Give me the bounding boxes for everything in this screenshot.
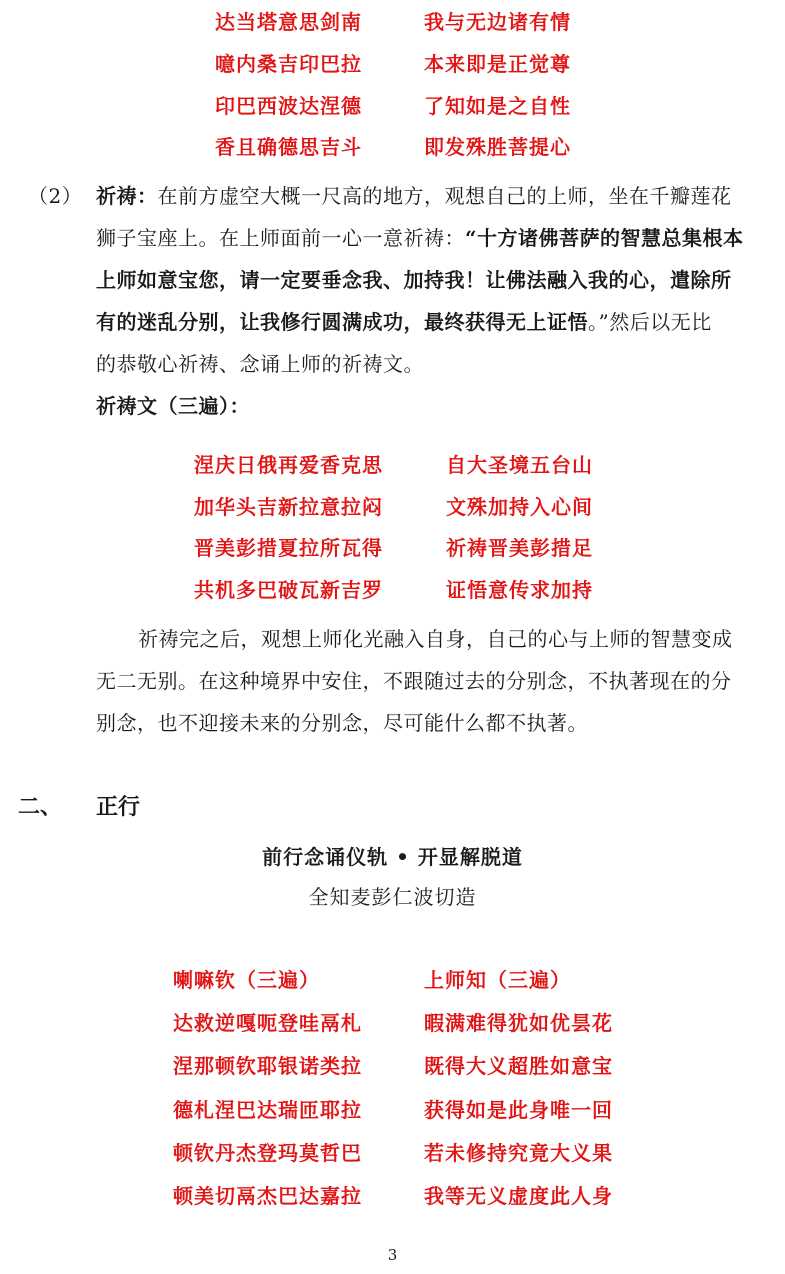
page-number: 3 [387, 1246, 398, 1264]
after-prayer-line-2: 无二无别。在这种境界中安住，不跟随过去的分别念，不执著现在的分 [96, 669, 732, 693]
prayer-line-2a: 狮子宝座上。在上师面前一心一意祈祷： [96, 226, 465, 250]
main-verse-right-6: 我等无义虚度此人身 [424, 1184, 613, 1208]
verse-left-1: 达当塔意思剑南 [215, 10, 362, 34]
prayer-verse-left-4: 共机多巴破瓦新吉罗 [194, 578, 383, 602]
ritual-title: 前行念诵仪轨 • 开显解脱道 [262, 845, 523, 869]
main-verse-left-6: 顿美切鬲杰巴达嘉拉 [173, 1184, 362, 1208]
ritual-author: 全知麦彭仁波切造 [308, 885, 477, 909]
prayer-verse-right-1: 自大圣境五台山 [446, 453, 593, 477]
verse-right-1: 我与无边诸有情 [424, 10, 571, 34]
main-verse-right-4: 获得如是此身唯一回 [424, 1098, 613, 1122]
prayer-line-5: 的恭敬心祈祷、念诵上师的祈祷文。 [96, 352, 424, 376]
prayer-verse-right-4: 证悟意传求加持 [446, 578, 593, 602]
main-verse-left-4: 德札涅巴达瑞匝耶拉 [173, 1098, 362, 1122]
verse-left-3: 印巴西波达涅德 [215, 94, 362, 118]
prayer-line-2b: “十方诸佛菩萨的智慧总集根本 [465, 226, 744, 250]
prayer-verse-left-3: 晋美彭措夏拉所瓦得 [194, 536, 383, 560]
prayer-line-1: 在前方虚空大概一尺高的地方，观想自己的上师，坐在千瓣莲花 [157, 184, 732, 208]
verse-right-4: 即发殊胜菩提心 [424, 135, 571, 159]
prayer-verse-left-2: 加华头吉新拉意拉闷 [194, 495, 383, 519]
prayer-verse-left-1: 涅庆日俄再爱香克思 [194, 453, 383, 477]
prayer-line-4b: 。”然后以无比 [588, 310, 712, 334]
prayer-line-3: 上师如意宝您，请一定要垂念我、加持我！让佛法融入我的心，遣除所 [96, 268, 732, 292]
verse-right-3: 了知如是之自性 [424, 94, 571, 118]
main-verse-right-1: 上师知（三遍） [424, 968, 571, 992]
prayer-label: 祈祷文（三遍）： [96, 394, 250, 418]
prayer-section-number: （2） [28, 184, 83, 208]
prayer-section-paragraph [96, 175, 772, 427]
verse-right-2: 本来即是正觉尊 [424, 52, 571, 76]
prayer-section-title: 祈祷： [96, 184, 158, 208]
section-two-number: 二、 [18, 794, 63, 820]
main-verse-left-1: 喇嘛钦（三遍） [173, 968, 320, 992]
main-verse-right-3: 既得大义超胜如意宝 [424, 1054, 613, 1078]
main-verse-left-2: 达救逆嘎呃登哇鬲札 [173, 1011, 362, 1035]
prayer-line-4a: 有的迷乱分别，让我修行圆满成功，最终获得无上证悟 [96, 310, 588, 334]
verse-left-2: 噫内桑吉印巴拉 [215, 52, 362, 76]
prayer-verse-right-2: 文殊加持入心间 [446, 495, 593, 519]
main-verse-left-3: 涅那顿钦耶银诺类拉 [173, 1054, 362, 1078]
after-prayer-paragraph [96, 618, 772, 744]
after-prayer-line-3: 别念，也不迎接未来的分别念，尽可能什么都不执著。 [96, 711, 588, 735]
main-verse-right-2: 暇满难得犹如优昙花 [424, 1011, 613, 1035]
main-verse-right-5: 若未修持究竟大义果 [424, 1141, 613, 1165]
verse-left-4: 香且确德思吉斗 [215, 135, 362, 159]
main-verse-left-5: 顿钦丹杰登玛莫哲巴 [173, 1141, 362, 1165]
prayer-verse-right-3: 祈祷晋美彭措足 [446, 536, 593, 560]
section-two-title: 正行 [96, 794, 141, 820]
after-prayer-line-1: 祈祷完之后，观想上师化光融入自身，自己的心与上师的智慧变成 [138, 627, 733, 651]
